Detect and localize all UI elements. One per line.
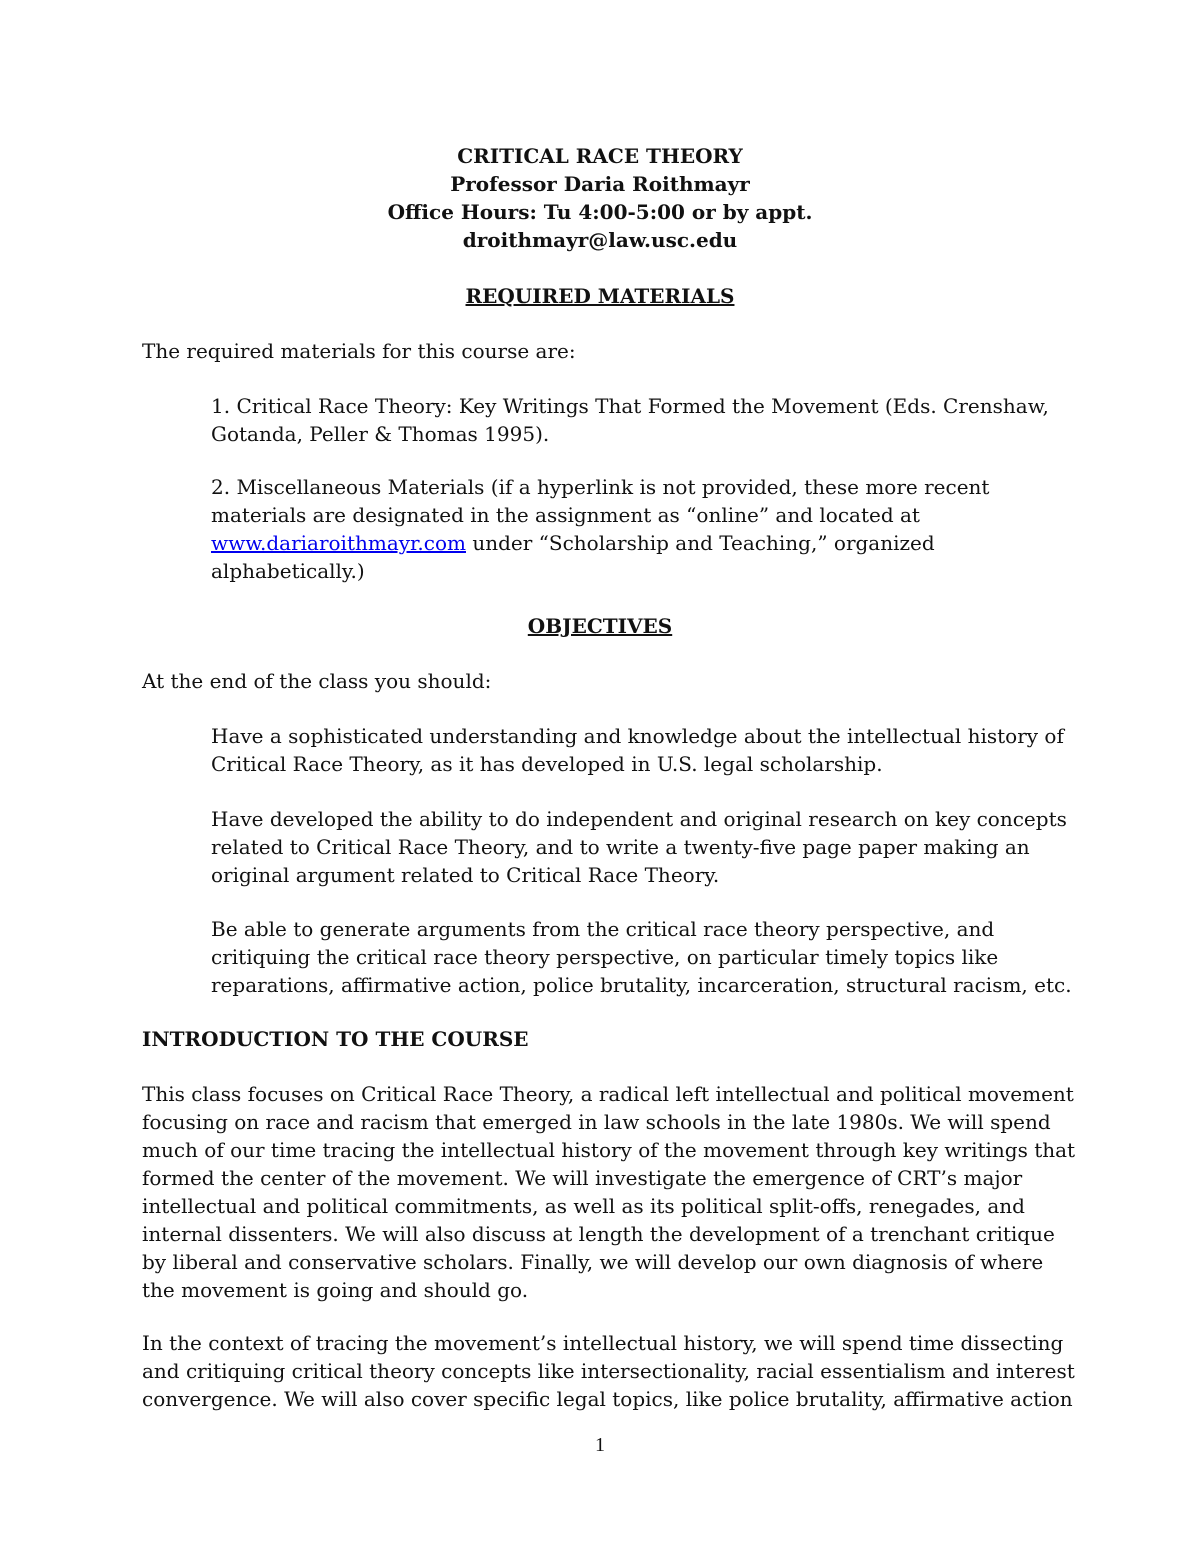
required-materials-heading: REQUIRED MATERIALS — [465, 284, 735, 308]
introduction-paragraph-1: This class focuses on Critical Race Theory, a radical left intellectual and political movement focusing on race and racism that emerged in law schools in the late 1980s. We will spend much of our time tracing the intellectual history of the movement through key writings that formed the center of the movement. We will investigate the emergence of CRT’s major intellectual and political commitments, as well as its political split-offs, renegades, and internal dissenters. We will also discuss at length the development of a trenchant critique by liberal and conservative scholars. Finally, we will develop our own diagnosis of where the movement is going and should go. — [142, 1082, 1076, 1302]
page-number: 1 — [595, 1434, 605, 1456]
required-material-item-1: 1. Critical Race Theory: Key Writings That Formed the Movement (Eds. Crenshaw, Gotanda, Peller & Thomas 1995). — [211, 394, 1049, 446]
professor-email: droithmayr@law.usc.edu — [462, 228, 738, 252]
objective-item: Be able to generate arguments from the critical race theory perspective, and critiquing the critical race theory perspective, on particular timely topics like reparations, affirmative action, police brutality, incarceration, structural racism, etc. — [211, 917, 1072, 997]
course-title: CRITICAL RACE THEORY — [457, 144, 743, 168]
document-header — [0, 142, 1200, 254]
website-link[interactable]: www.dariaroithmayr.com — [211, 531, 466, 555]
required-materials-intro: The required materials for this course are: — [142, 339, 576, 363]
office-hours: Office Hours: Tu 4:00-5:00 or by appt. — [387, 200, 813, 224]
objective-item: Have developed the ability to do independent and original research on key concepts related to Critical Race Theory, and to write a twenty-five page paper making an original argument related to Critical Race Theory. — [211, 807, 1067, 887]
objective-item: Have a sophisticated understanding and knowledge about the intellectual history of Critical Race Theory, as it has developed in U.S. legal scholarship. — [211, 724, 1064, 776]
item2-text-before: 2. Miscellaneous Materials (if a hyperlink is not provided, these more recent materials are designated in the assignment as “online” and located at — [211, 475, 990, 527]
objectives-intro: At the end of the class you should: — [142, 669, 492, 693]
objectives-heading: OBJECTIVES — [527, 614, 673, 638]
introduction-heading: INTRODUCTION TO THE COURSE — [142, 1027, 529, 1051]
item2-text-after: under “Scholarship and Teaching,” organized alphabetically.) — [211, 531, 935, 583]
introduction-paragraph-2: In the context of tracing the movement’s intellectual history, we will spend time dissecting and critiquing critical theory concepts like intersectionality, racial essentialism and interest convergence. We will also cover specific legal topics, like police brutality, affirmative action — [142, 1331, 1075, 1411]
required-material-item-2 — [211, 473, 1081, 585]
professor-name: Professor Daria Roithmayr — [450, 172, 750, 196]
